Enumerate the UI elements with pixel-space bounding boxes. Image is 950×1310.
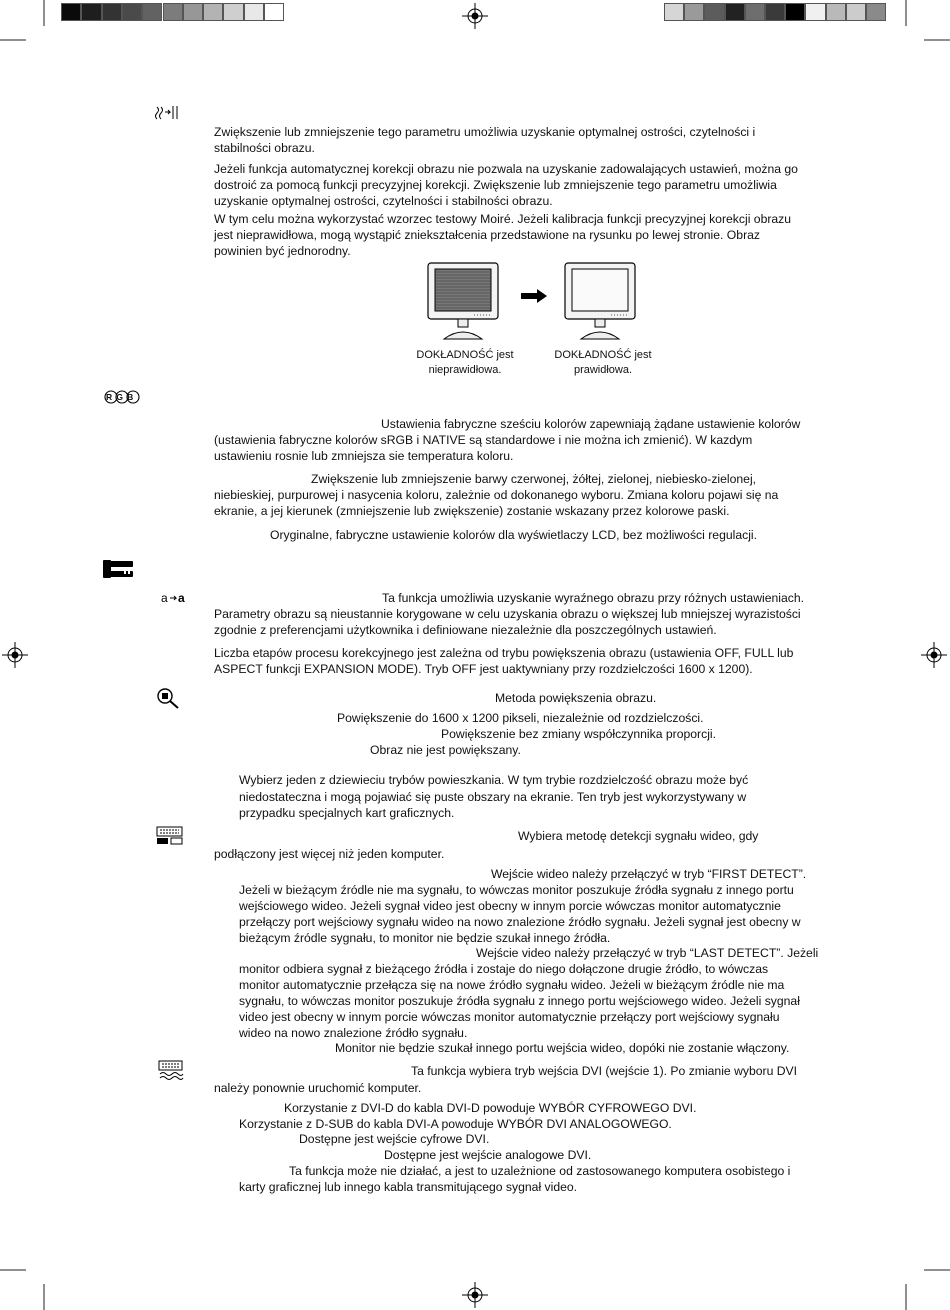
color-swatch: [805, 3, 825, 21]
registration-mark-top: [462, 3, 488, 29]
sharpness-text: Jeżeli funkcja automatycznej korekcji obrazu nie pozwala na uzyskanie zadowalających ustawień, można go: [214, 162, 798, 176]
monitor-bad-illustration: [426, 261, 502, 343]
detect-text: monitor automatycznie przełącza się na nowe źródło sygnału wideo. Jeżeli w bieżącym źródle nie ma: [239, 978, 785, 992]
color-swatch: [102, 3, 122, 21]
color-swatch: [142, 3, 162, 21]
arrow-icon: [520, 288, 548, 304]
registration-mark-bottom: [462, 1282, 488, 1308]
dvi-text: Ta funkcja może nie działać, a jest to uzależnione od zastosowanego komputera osobistego i: [289, 1164, 791, 1178]
sharpness-text: Zwiększenie lub zmniejszenie tego parametru umożliwia uzyskanie optymalnej ostrości, czytelności i: [214, 125, 756, 139]
dvi-text: Korzystanie z D-SUB do kabla DVI-A powoduje WYBÓR DVI ANALOGOWEGO.: [239, 1117, 672, 1131]
video-detect-icon: [156, 826, 184, 846]
dvi-text: Dostępne jest wejście analogowe DVI.: [384, 1148, 592, 1162]
color-swatch: [745, 3, 765, 21]
color-swatch: [765, 3, 785, 21]
color-swatch: [163, 3, 183, 21]
color-swatch: [725, 3, 745, 21]
detect-text: Wybiera metodę detekcji sygnału wideo, gdy: [518, 829, 759, 843]
color-swatch: [203, 3, 223, 21]
tools-text: Ta funkcja umożliwia uzyskanie wyraźnego obrazu przy różnych ustawieniach.: [382, 591, 805, 605]
detect-text: Jeżeli w bieżącym źródle nie ma sygnału, to wówczas monitor poszukuje źródła sygnału z innego portu: [239, 883, 794, 897]
detect-text: Wejście video należy przełączyć w tryb “LAST DETECT”. Jeżeli: [476, 946, 819, 960]
sharpness-tool-icon: [160, 590, 188, 606]
dvi-text: Dostępne jest wejście cyfrowe DVI.: [299, 1132, 490, 1146]
rgb-text: Zwiększenie lub zmniejszenie barwy czerwonej, żółtej, zielonej, niebiesko-zielonej,: [311, 472, 757, 486]
rgb-text: ekranie, a jej kierunek (zmniejszenie lub zwiększenie) zostanie wskazany przez kolorowe paski.: [214, 504, 730, 518]
sharpness-text: stabilności obrazu.: [214, 141, 315, 155]
detect-text: podłączony jest więcej niż jeden komputer.: [214, 847, 445, 861]
tools-icon: [102, 558, 134, 580]
sharpness-icon: [155, 104, 181, 120]
tools-text: ASPECT funkcji EXPANSION MODE). Tryb OFF jest uaktywniany przy rozdzielczości 1600 x 1200).: [214, 662, 753, 676]
sharpness-text: dostroić za pomocą funkcji precyzyjnej korekcji. Zwiększenie lub zmniejszenie tego parametru umożliwia: [214, 178, 777, 192]
detect-text: Monitor nie będzie szukał innego portu wejścia wideo, dopóki nie zostanie włączony.: [335, 1041, 790, 1055]
detect-text: wideo na nowo znalezione źródło sygnału.: [239, 1026, 468, 1040]
color-swatch: [664, 3, 684, 21]
detect-text: monitor odbiera sygnał z bieżącego źródła i zostaje do niego dołączone drugie źródło, to wówczas: [239, 962, 769, 976]
color-swatch: [81, 3, 101, 21]
dvi-text: należy ponownie uruchomić komputer.: [214, 1081, 422, 1095]
dvi-text: karty graficznej lub innego kabla transmitującego sygnał video.: [239, 1180, 578, 1194]
expansion-mode-icon: [156, 687, 180, 709]
tools-text: Parametry obrazu są nieustannie korygowane w celu uzyskania obrazu o większej lub mniejszej wyrazistości: [214, 607, 801, 621]
caption-bad: [405, 348, 525, 378]
caption-good-line: prawidłowa.: [573, 364, 633, 376]
monitor-good-illustration: [563, 261, 639, 343]
color-swatch: [223, 3, 243, 21]
color-swatch: [244, 3, 264, 21]
color-swatch: [866, 3, 886, 21]
color-swatch: [704, 3, 724, 21]
rgb-text: Oryginalne, fabryczne ustawienie kolorów dla wyświetlaczy LCD, bez możliwości regulacji.: [270, 528, 758, 542]
color-swatch: [684, 3, 704, 21]
registration-mark-right: [921, 642, 947, 668]
sharpness-text: powinien być jednorodny.: [214, 244, 351, 258]
rgb-icon: [104, 390, 140, 404]
detect-text: video jest obecny w innym porcie wówczas monitor automatycznie przełączy port wejściowy sygnału: [239, 1010, 780, 1024]
color-swatch: [61, 3, 81, 21]
expansion-text: Powiększenie bez zmiany współczynnika proporcji.: [441, 727, 717, 741]
detect-text: sygnału, to wówczas monitor poszukuje źródła sygnału z innego portu wejściowego wideo. Jeżeli sygnał: [239, 994, 800, 1008]
caption-bad-line: DOKŁADNOŚĆ jest: [416, 349, 514, 361]
sharpness-text: jest nieprawidłowa, mogą wystąpić zniekształcenia przedstawione na rysunku po lewej stronie. Obraz: [214, 228, 760, 242]
caption-good-line: DOKŁADNOŚĆ jest: [554, 349, 652, 361]
expansion-text: Wybierz jeden z dziewieciu trybów powieszkania. W tym trybie rozdzielczość obrazu może być: [239, 773, 749, 787]
color-swatch: [826, 3, 846, 21]
dvi-text: Ta funkcja wybiera tryb wejścia DVI (wejście 1). Po zmianie wyboru DVI: [411, 1064, 798, 1078]
caption-good: [543, 348, 663, 378]
expansion-text: Powiększenie do 1600 x 1200 pikseli, niezależnie od rozdzielczości.: [337, 711, 704, 725]
rgb-icon-label: RGB: [106, 392, 138, 402]
tools-text: Liczba etapów procesu korekcyjnego jest zależna od trybu powiększenia obrazu (ustawienia OFF, FULL lub: [214, 646, 794, 660]
detect-text: Wejście wideo należy przełączyć w tryb “FIRST DETECT”.: [491, 867, 807, 881]
color-swatch: [785, 3, 805, 21]
detect-text: przełączy port wejściowy sygnału wideo na nowo znalezione źródło sygnału. Jeżeli sygnał jest obecny w: [239, 915, 801, 929]
rgb-text: ustawieniu rosnie lub zmniejsza sie temperatura koloru.: [214, 449, 514, 463]
expansion-text: Obraz nie jest powiększany.: [370, 743, 521, 757]
sharpness-text: W tym celu można wykorzystać wzorzec testowy Moiré. Jeżeli kalibracja funkcji precyzyjnej korekcji obrazu: [214, 212, 792, 226]
detect-text: wejściowego wideo. Jeżeli sygnał video jest obecny w innym porcie wówczas monitor automatycznie: [239, 899, 781, 913]
sharpness-text: uzyskanie optymalnej ostrości, czytelności i stabilności obrazu.: [214, 194, 553, 208]
registration-mark-left: [2, 642, 28, 668]
detect-text: bieżącym źródle sygnału, to monitor nie będzie szukał innego źródła.: [239, 931, 611, 945]
color-swatch: [264, 3, 284, 21]
color-swatch: [846, 3, 866, 21]
color-swatch: [183, 3, 203, 21]
rgb-text: Ustawienia fabryczne sześciu kolorów zapewniają żądane ustawienie kolorów: [381, 417, 801, 431]
rgb-text: niebieskiej, purpurowej i nasycenia koloru, zależnie od dokonanego wyboru. Zmiana koloru pojawi się na: [214, 488, 779, 502]
expansion-text: Metoda powiększenia obrazu.: [495, 691, 657, 705]
tools-text: zgodnie z preferencjami użytkownika i definiowane niezależnie dla poszczególnych ustawień.: [214, 623, 717, 637]
svg-text:a: a: [178, 591, 185, 605]
rgb-text: (ustawienia fabryczne kolorów sRGB i NATIVE są standardowe i nie można ich zmienić). W kazdym: [214, 433, 753, 447]
expansion-text: przypadku specjalnych kart graficznych.: [239, 806, 455, 820]
caption-bad-line: nieprawidłowa.: [428, 364, 502, 376]
svg-text:a: a: [161, 591, 168, 605]
expansion-text: niedostateczna i mogą pojawiać się puste obszary na ekranie. Ten tryb jest wykorzystywany w: [239, 790, 747, 804]
dvi-selection-icon: [158, 1060, 184, 1080]
dvi-text: Korzystanie z DVI-D do kabla DVI-D powoduje WYBÓR CYFROWEGO DVI.: [284, 1101, 697, 1115]
color-swatch: [122, 3, 142, 21]
